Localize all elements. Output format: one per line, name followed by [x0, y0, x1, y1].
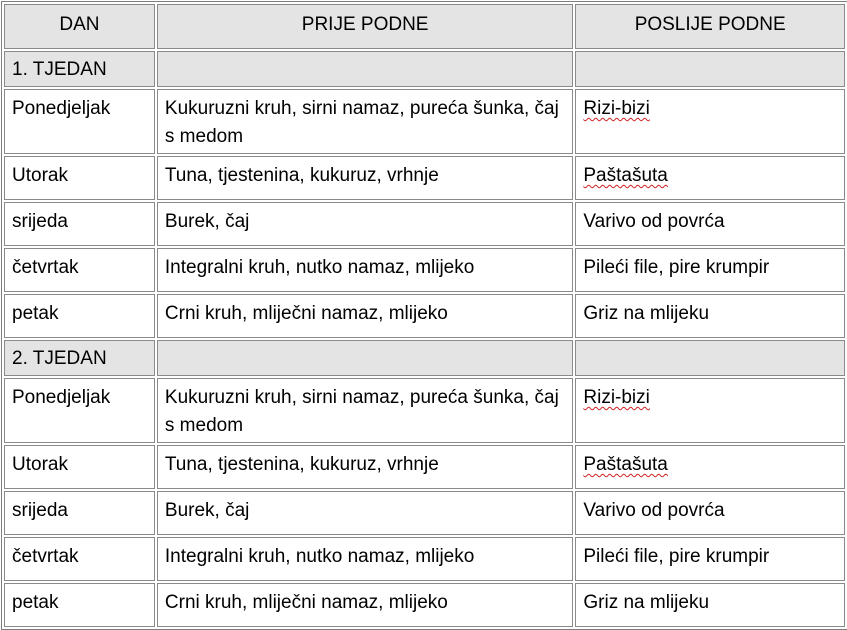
- afternoon-cell: [575, 378, 845, 443]
- week-empty-cell: [157, 51, 573, 87]
- day-cell: Ponedjeljak: [4, 378, 155, 443]
- week-label: 1. TJEDAN: [4, 51, 155, 87]
- day-cell: srijeda: [4, 491, 155, 535]
- day-cell: Utorak: [4, 445, 155, 489]
- header-morning: PRIJE PODNE: [157, 4, 573, 49]
- week-empty-cell: [157, 340, 573, 376]
- table-row: [4, 156, 845, 200]
- day-cell: četvrtak: [4, 248, 155, 292]
- afternoon-cell: Varivo od povrća: [575, 491, 845, 535]
- table-row: [4, 378, 845, 443]
- morning-cell: Integralni kruh, nutko namaz, mlijeko: [157, 537, 573, 581]
- day-cell: Ponedjeljak: [4, 89, 155, 154]
- afternoon-cell: [575, 156, 845, 200]
- morning-cell: Kukuruzni kruh, sirni namaz, pureća šunka, čaj s medom: [157, 378, 573, 443]
- header-day: DAN: [4, 4, 155, 49]
- afternoon-cell: Pileći file, pire krumpir: [575, 248, 845, 292]
- morning-cell: Crni kruh, mliječni namaz, mlijeko: [157, 583, 573, 627]
- menu-table-wrapper: [2, 2, 847, 630]
- morning-cell: Integralni kruh, nutko namaz, mlijeko: [157, 248, 573, 292]
- morning-cell: Crni kruh, mliječni namaz, mlijeko: [157, 294, 573, 338]
- day-cell: srijeda: [4, 202, 155, 246]
- afternoon-cell: Griz na mlijeku: [575, 294, 845, 338]
- table-row: [4, 89, 845, 154]
- table-row: [4, 202, 845, 246]
- morning-cell: Burek, čaj: [157, 202, 573, 246]
- morning-cell: Burek, čaj: [157, 491, 573, 535]
- afternoon-text: Rizi-bizi: [583, 387, 650, 408]
- table-row: [4, 248, 845, 292]
- table-row: [4, 445, 845, 489]
- table-row: [4, 537, 845, 581]
- header-row: [4, 4, 845, 49]
- afternoon-cell: Pileći file, pire krumpir: [575, 537, 845, 581]
- morning-cell: Kukuruzni kruh, sirni namaz, pureća šunka, čaj s medom: [157, 89, 573, 154]
- afternoon-text: Paštašuta: [583, 454, 668, 475]
- afternoon-cell: [575, 445, 845, 489]
- table-row: [4, 491, 845, 535]
- header-afternoon: POSLIJE PODNE: [575, 4, 845, 49]
- day-cell: petak: [4, 583, 155, 627]
- morning-cell: Tuna, tjestenina, kukuruz, vrhnje: [157, 445, 573, 489]
- table-row: [4, 583, 845, 627]
- day-cell: petak: [4, 294, 155, 338]
- morning-cell: Tuna, tjestenina, kukuruz, vrhnje: [157, 156, 573, 200]
- afternoon-text: Rizi-bizi: [583, 98, 650, 119]
- week-label: 2. TJEDAN: [4, 340, 155, 376]
- week-empty-cell: [575, 51, 845, 87]
- afternoon-text: Paštašuta: [583, 165, 668, 186]
- day-cell: Utorak: [4, 156, 155, 200]
- afternoon-cell: Varivo od povrća: [575, 202, 845, 246]
- afternoon-cell: Griz na mlijeku: [575, 583, 845, 627]
- afternoon-cell: [575, 89, 845, 154]
- table-row: [4, 294, 845, 338]
- week-row: [4, 51, 845, 87]
- day-cell: četvrtak: [4, 537, 155, 581]
- menu-table: [1, 1, 847, 630]
- week-empty-cell: [575, 340, 845, 376]
- week-row: [4, 340, 845, 376]
